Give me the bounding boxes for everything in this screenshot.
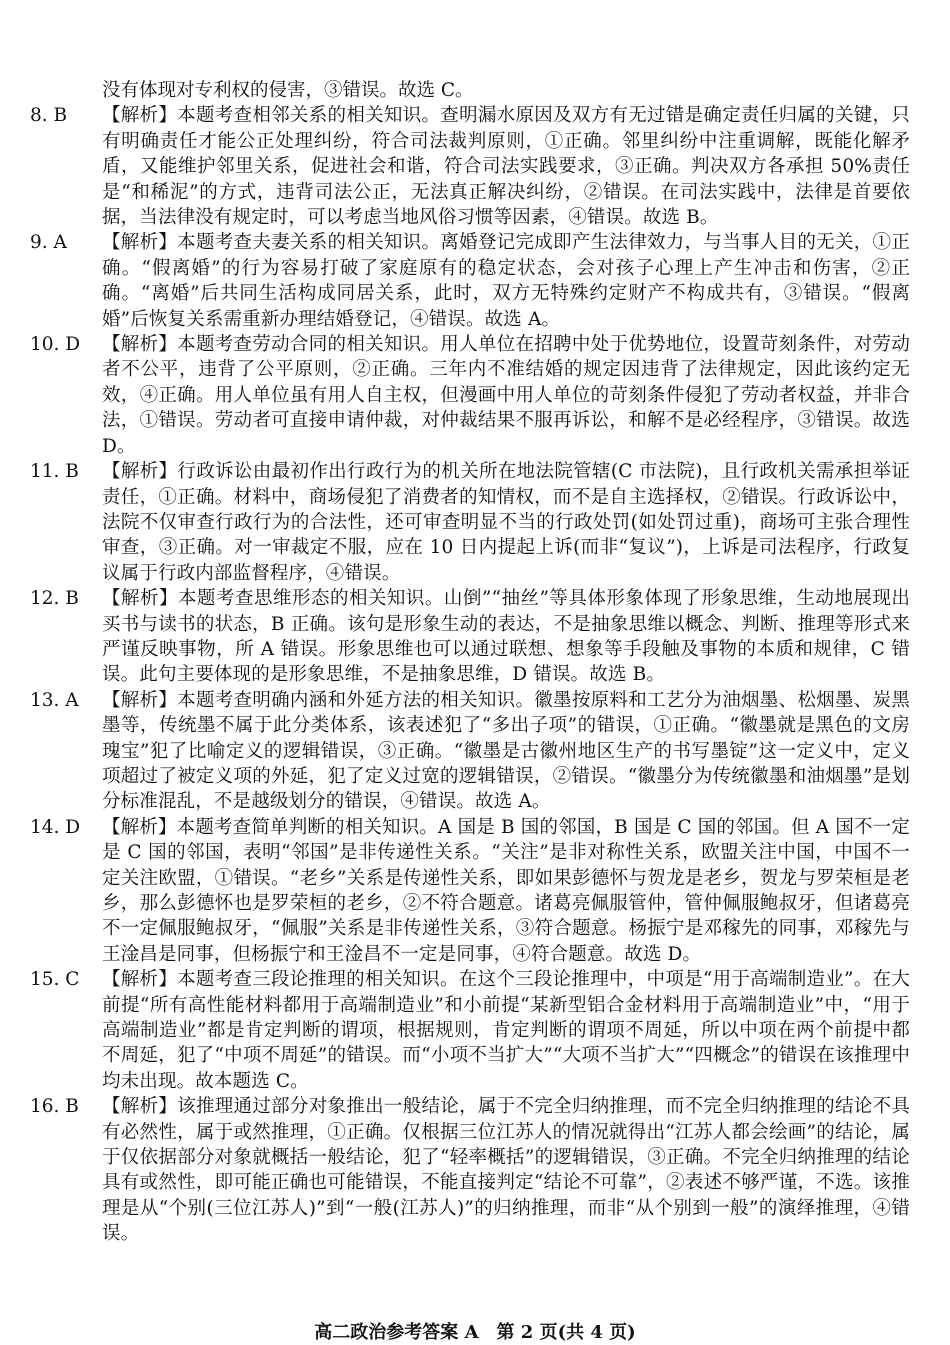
- answer-number: 8. B: [30, 105, 68, 127]
- answer-number: 13. A: [30, 689, 79, 711]
- answer-explanation: 【解析】本题考查劳动合同的相关知识。用人单位在招聘中处于优势地位，设置苛刻条件，对劳动者不公平，违背了公平原则，②正确。三年内不准结婚的规定因违背了法律规定，因此该约定无效，④正确。用人单位虽有用人自主权，但漫画中用人单位的苛刻条件侵犯了劳动者权益，并非合法，①错误。劳动者可直接申请仲裁，对仲裁结果不服再诉讼，和解不是必经程序，③错误。故选 D。: [102, 334, 910, 457]
- answer-number: 10. D: [30, 334, 81, 356]
- answer-item-16: [30, 1094, 910, 1246]
- answer-item-12: [30, 586, 910, 688]
- answer-item-14: [30, 815, 910, 967]
- answer-item-10: [30, 332, 910, 459]
- answer-explanation: 【解析】本题考查夫妻关系的相关知识。离婚登记完成即产生法律效力，与当事人目的无关，①正确。“假离婚”的行为容易打破了家庭原有的稳定状态，会对孩子心理上产生冲击和伤害，②正确。“离婚”后共同生活构成同居关系，此时，双方无特殊约定财产不构成共有，③错误。“假离婚”后恢复关系需重新办理结婚登记，④错误。故选 A。: [102, 232, 910, 330]
- answer-explanation: 【解析】本题考查简单判断的相关知识。A 国是 B 国的邻国，B 国是 C 国的邻国。但 A 国不一定是 C 国的邻国，表明“邻国”是非传递性关系。“关注”是非对称性关系，欧盟关注中国，中国不一定关注欧盟，①错误。“老乡”关系是传递性关系，即如果彭德怀与贺龙是老乡，贺龙与罗荣桓是老乡，那么彭德怀也是罗荣桓的老乡，②不符合题意。诸葛亮佩服管仲，管仲佩服鲍叔牙，但诸葛亮不一定佩服鲍叔牙，“佩服”关系是非传递性关系，③符合题意。杨振宁是邓稼先的同事，邓稼先与王淦昌是同事，但杨振宁和王淦昌不一定是同事，④符合题意。故选 D。: [102, 816, 910, 965]
- answer-explanation: 【解析】本题考查明确内涵和外延方法的相关知识。徽墨按原料和工艺分为油烟墨、松烟墨、炭黑墨等，传统墨不属于此分类体系，该表述犯了“多出子项”的错误，①正确。“徽墨就是黑色的文房瑰宝”犯了比喻定义的逻辑错误，③正确。“徽墨是古徽州地区生产的书写墨锭”这一定义中，定义项超过了被定义项的外延，犯了定义过宽的逻辑错误，②错误。“徽墨分为传统徽墨和油烟墨”是划分标准混乱，不是越级划分的错误，④错误。故选 A。: [102, 689, 910, 813]
- answer-item-11: [30, 459, 910, 586]
- answer-explanation: 【解析】行政诉讼由最初作出行政行为的机关所在地法院管辖(C 市法院)，且行政机关需承担举证责任，①正确。材料中，商场侵犯了消费者的知情权，而不是自主选择权，②错误。行政诉讼中，法院不仅审查行政行为的合法性，还可审查明显不当的行政处罚(如处罚过重)，商场可主张合理性审查，③正确。对一审裁定不服，应在 10 日内提起上诉(而非“复议”)，上诉是司法程序，行政复议属于行政内部监督程序，④错误。: [102, 461, 910, 584]
- answer-explanation: 【解析】该推理通过部分对象推出一般结论，属于不完全归纳推理，而不完全归纳推理的结论不具有必然性，属于或然推理，①正确。仅根据三位江苏人的情况就得出“江苏人都会绘画”的结论，属于仅依据部分对象就概括一般结论，犯了“轻率概括”的逻辑错误，③正确。不完全归纳推理的结论具有或然性，即可能正确也可能错误，不能直接判定“结论不可靠”，②表述不够严谨，不选。该推理是从“个别(三位江苏人)”到“一般(江苏人)”的归纳推理，而非“从个别到一般”的演绎推理，④错误。: [102, 1096, 910, 1245]
- answer-explanation: 【解析】本题考查相邻关系的相关知识。查明漏水原因及双方有无过错是确定责任归属的关键，只有明确责任才能公正处理纠纷，符合司法裁判原则，①正确。邻里纠纷中注重调解，既能化解矛盾，又能维护邻里关系，促进社会和谐，符合司法实践要求，③正确。判决双方各承担 50%责任是“和稀泥”的方式，违背司法公正，无法真正解决纠纷，②错误。在司法实践中，法律是首要依据，当法律没有规定时，可以考虑当地风俗习惯等因素，④错误。故选 B。: [102, 105, 910, 229]
- answer-explanation: 【解析】本题考查思维形态的相关知识。山倒”“抽丝”等具体形象体现了形象思维，生动地展现出买书与读书的状态，B 正确。该句是形象生动的表达，不是抽象思维以概念、判断、推理等形式来严谨反映事物，所 A 错误。形象思维也可以通过联想、想象等手段触及事物的本质和规律，C 错误。此句主要体现的是形象思维，不是抽象思维，D 错误。故选 B。: [102, 588, 910, 686]
- answer-number: 9. A: [30, 232, 67, 254]
- answer-content: [30, 78, 910, 1247]
- answer-number: 14. D: [30, 816, 81, 838]
- answer-item-8: [30, 103, 910, 230]
- answer-item-9: [30, 230, 910, 332]
- answer-item-13: [30, 688, 910, 815]
- page-footer: 高二政治参考答案 A 第 2 页(共 4 页): [314, 1322, 636, 1343]
- continuation-paragraph: 没有体现对专利权的侵害，③错误。故选 C。: [102, 80, 474, 101]
- answer-number: 11. B: [30, 461, 79, 483]
- answer-number: 15. C: [30, 969, 80, 991]
- answer-item-15: [30, 967, 910, 1094]
- answer-number: 16. B: [30, 1096, 79, 1118]
- answer-number: 12. B: [30, 588, 79, 610]
- answer-explanation: 【解析】本题考查三段论推理的相关知识。在这个三段论推理中，中项是“用于高端制造业”。在大前提“所有高性能材料都用于高端制造业”和小前提“某新型铝合金材料用于高端制造业”中，“用于高端制造业”都是肯定判断的谓项，根据规则，肯定判断的谓项不周延，所以中项在两个前提中都不周延，犯了“中项不周延”的错误。而“小项不当扩大”“大项不当扩大”“四概念”的错误在该推理中均未出现。故本题选 C。: [102, 969, 910, 1092]
